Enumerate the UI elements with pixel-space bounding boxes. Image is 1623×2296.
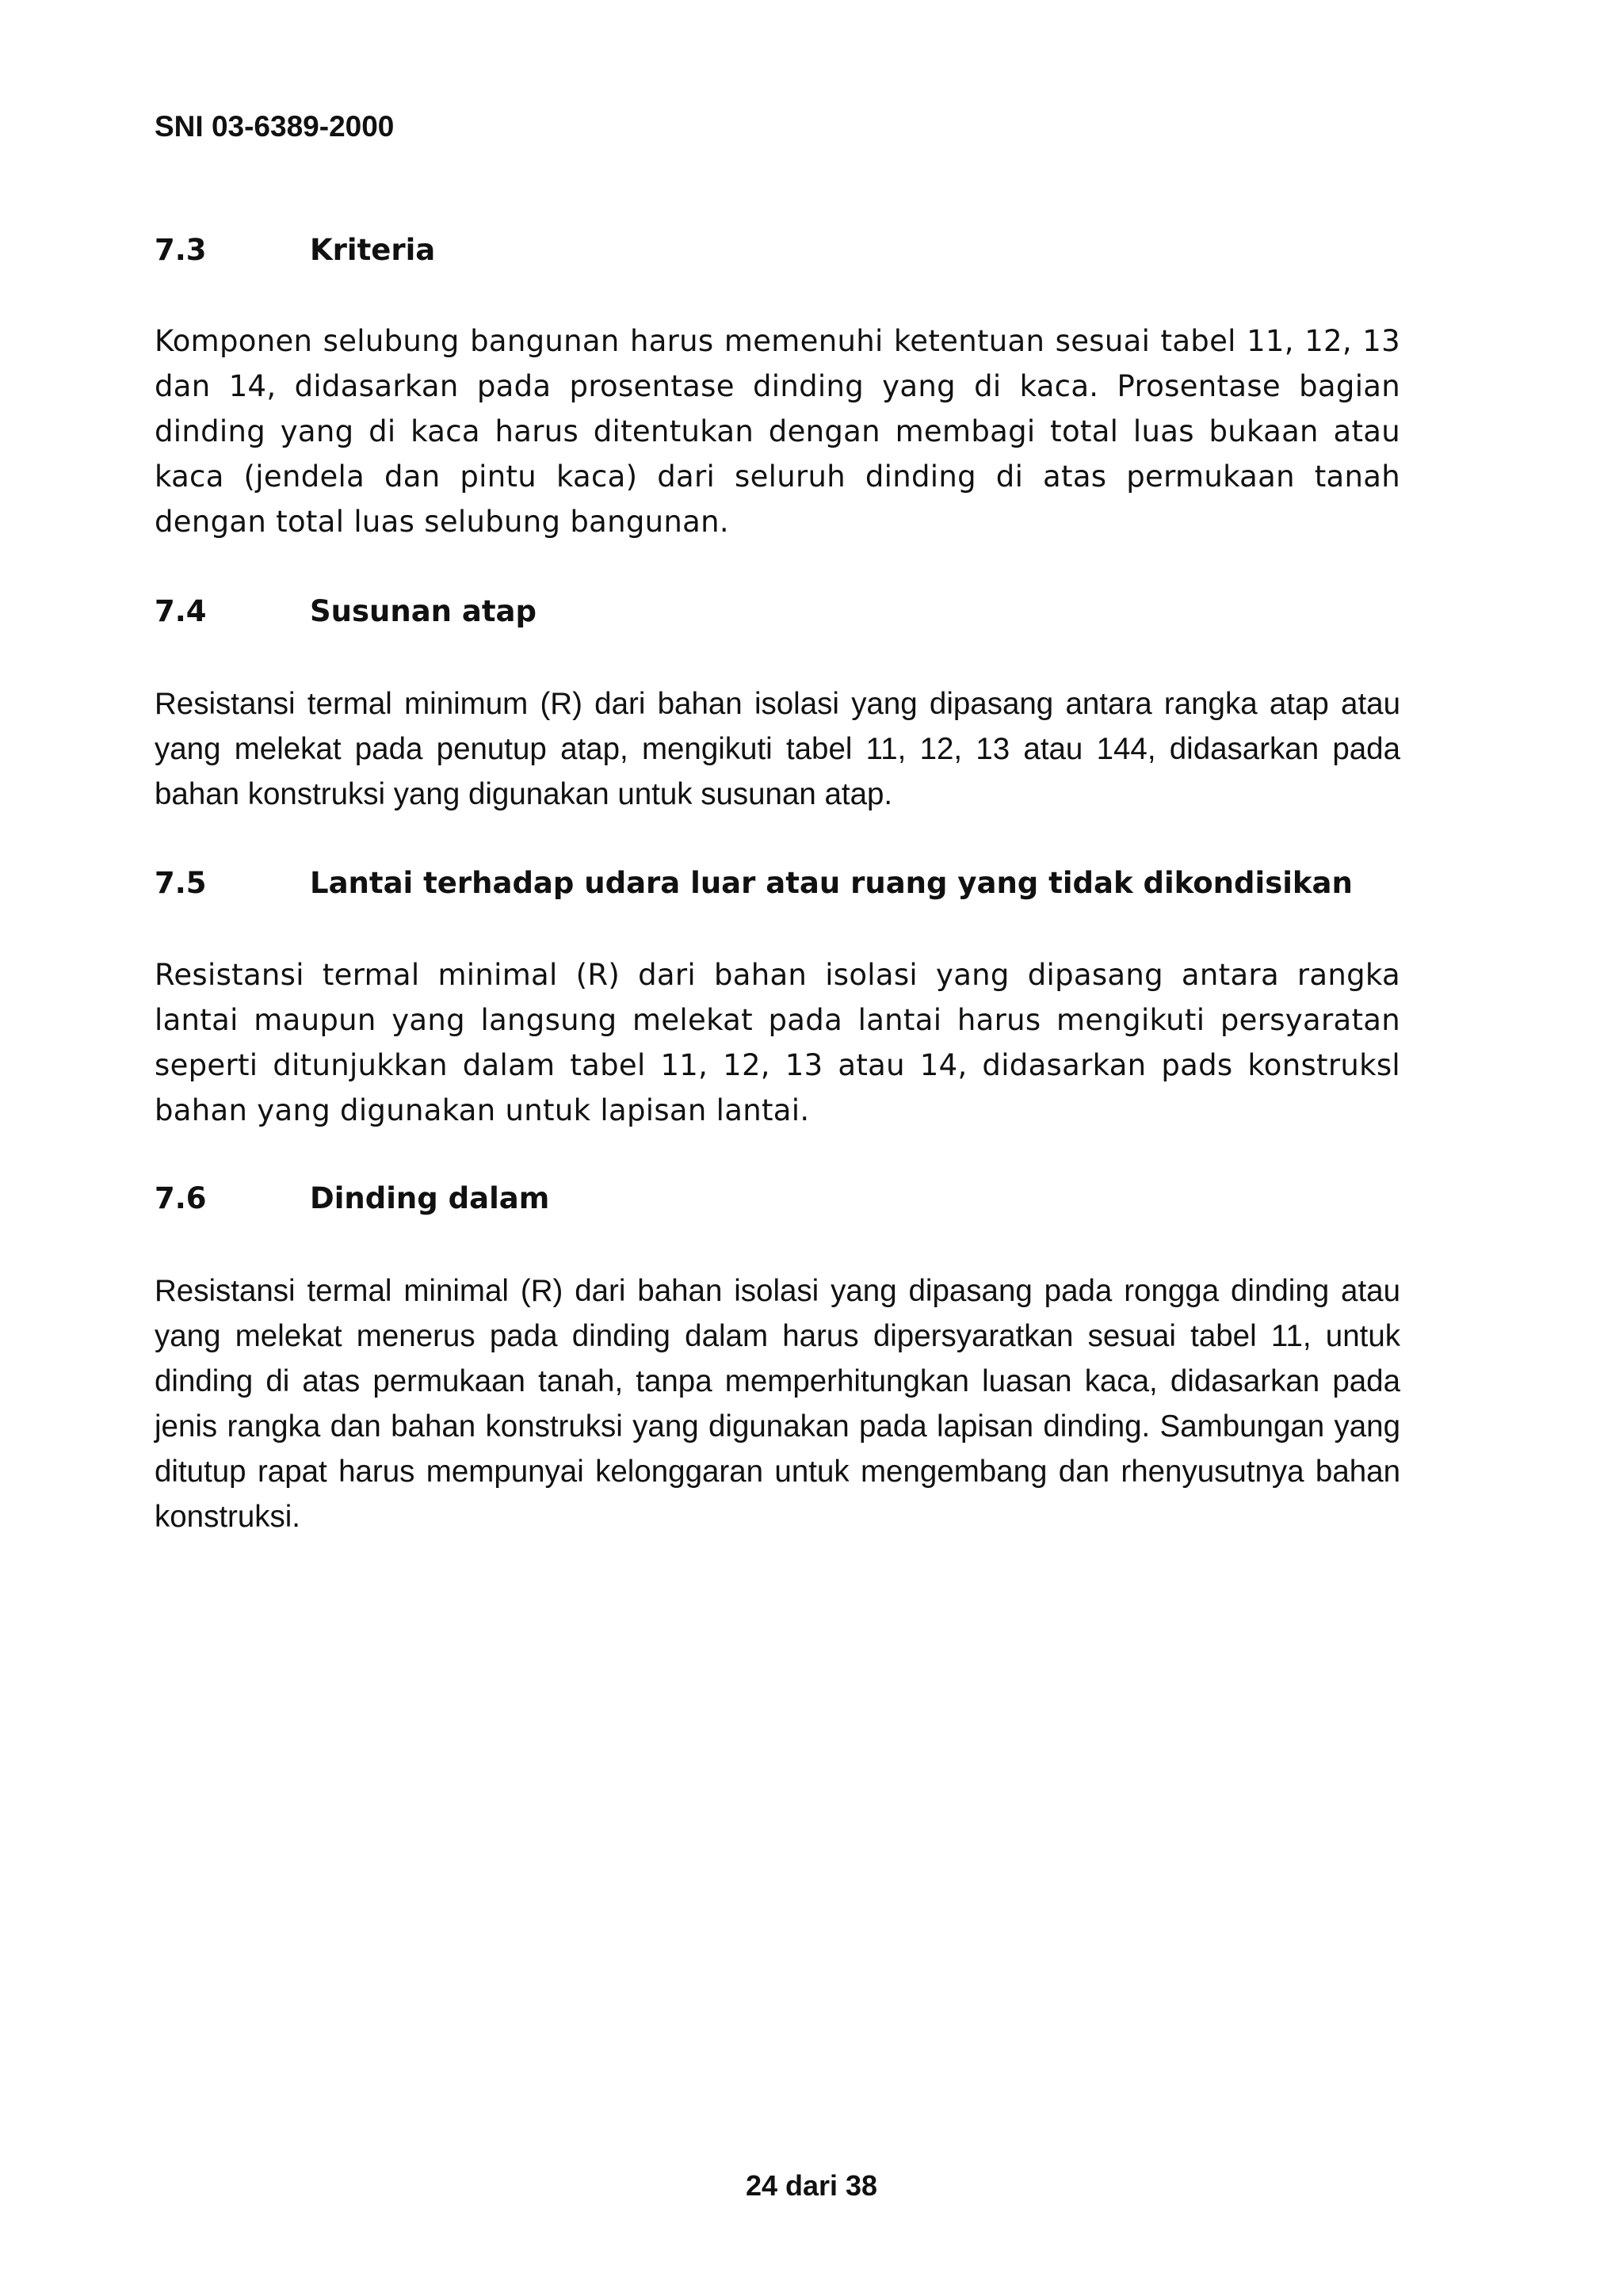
section-heading-7-4 bbox=[155, 593, 537, 631]
section-title: Lantai terhadap udara luar atau ruang yang tidak dikondisikan bbox=[310, 866, 1353, 900]
section-title: Kriteria bbox=[310, 233, 436, 267]
section-title: Susunan atap bbox=[310, 594, 537, 628]
section-body-7-6: Resistansi termal minimal (R) dari bahan isolasi yang dipasang pada rongga dinding atau yang melekat menerus pada dinding dalam harus dipersyaratkan sesuai tabel 11, untuk dinding di atas permukaan tanah, tanpa memperhitungkan luasan kaca, didasarkan pada jenis rangka dan bahan konstruksi yang digunakan pada lapisan dinding. Sambungan yang ditutup rapat harus mempunyai kelonggaran untuk mengembang dan rhenyusutnya bahan konstruksi. bbox=[155, 1274, 1400, 1534]
page-number: 24 dari 38 bbox=[745, 2169, 878, 2202]
section-title: Dinding dalam bbox=[310, 1181, 550, 1215]
section-body-7-3: Komponen selubung bangunan harus memenuhi ketentuan sesuai tabel 11, 12, 13 dan 14, didasarkan pada prosentase dinding yang di kaca. Prosentase bagian dinding yang di kaca harus ditentukan dengan membagi total luas bukaan atau kaca (jendela dan pintu kaca) dari seluruh dinding di atas permukaan tanah dengan total luas selubung bangunan. bbox=[155, 324, 1400, 539]
section-number: 7.6 bbox=[155, 1181, 207, 1215]
section-body-7-5: Resistansi termal minimal (R) dari bahan isolasi yang dipasang antara rangka lantai maupun yang langsung melekat pada lantai harus mengikuti persyaratan seperti ditunjukkan dalam tabel 11, 12, 13 atau 14, didasarkan pads konstruksl bahan yang digunakan untuk lapisan lantai. bbox=[155, 958, 1400, 1127]
section-heading-7-6 bbox=[155, 1180, 549, 1218]
section-number: 7.3 bbox=[155, 233, 207, 267]
section-number: 7.5 bbox=[155, 866, 207, 900]
section-number: 7.4 bbox=[155, 594, 207, 628]
section-heading-7-3 bbox=[155, 231, 435, 269]
section-heading-7-5 bbox=[155, 864, 1353, 902]
document-header: SNI 03-6389-2000 bbox=[155, 110, 395, 143]
section-body-7-4: Resistansi termal minimum (R) dari bahan isolasi yang dipasang antara rangka atap atau yang melekat pada penutup atap, mengikuti tabel 11, 12, 13 atau 144, didasarkan pada bahan konstruksi yang digunakan untuk susunan atap. bbox=[155, 687, 1400, 811]
